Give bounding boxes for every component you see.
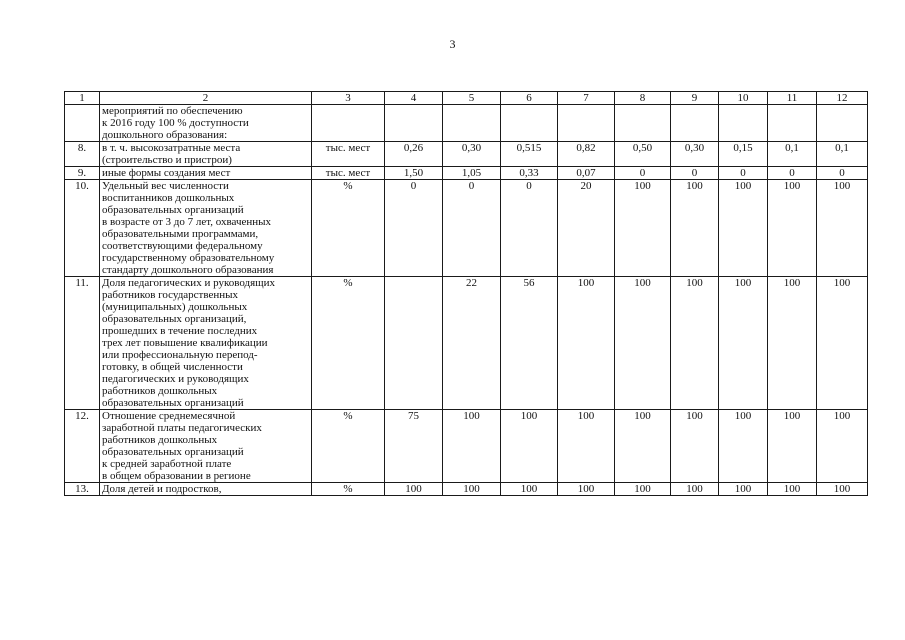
value-cell: 100 (671, 483, 719, 496)
value-cell: 0,33 (501, 167, 558, 180)
table-row (65, 180, 868, 277)
value-cell: 100 (768, 180, 817, 277)
table-row (65, 105, 868, 142)
value-cell: 100 (615, 410, 671, 483)
page-number: 3 (449, 37, 456, 51)
header-cell: 1 (65, 92, 100, 105)
value-cell (615, 105, 671, 142)
value-cell (768, 105, 817, 142)
value-cell: 100 (615, 483, 671, 496)
indicator-name-line: Удельный вес численности (102, 180, 229, 192)
indicator-name-line: работников дошкольных (102, 385, 218, 397)
indicator-name-line: Доля детей и подростков, (102, 483, 222, 495)
header-cell: 10 (719, 92, 768, 105)
table-row (65, 277, 868, 410)
indicator-name-line: работников дошкольных (102, 434, 218, 446)
unit-cell: % (312, 483, 385, 496)
table-row (65, 410, 868, 483)
value-cell: 100 (385, 483, 443, 496)
value-cell: 100 (817, 180, 868, 277)
value-cell: 100 (768, 277, 817, 410)
indicator-name-line: работников государственных (102, 289, 239, 301)
header-cell: 2 (100, 92, 312, 105)
unit-cell: % (312, 277, 385, 410)
indicator-name (100, 410, 312, 483)
indicator-name-line: мероприятий по обеспечению (102, 105, 243, 117)
value-cell: 100 (615, 180, 671, 277)
value-cell: 100 (501, 483, 558, 496)
unit-cell: % (312, 180, 385, 277)
value-cell: 100 (817, 277, 868, 410)
indicator-name-line: образовательных организаций (102, 397, 244, 409)
header-cell: 5 (443, 92, 501, 105)
value-cell: 100 (443, 410, 501, 483)
value-cell: 0,50 (615, 142, 671, 167)
value-cell (719, 105, 768, 142)
indicator-name-line: готовку, в общей численности (102, 361, 243, 373)
indicator-name-line: образовательных организаций (102, 204, 244, 216)
value-cell: 0,26 (385, 142, 443, 167)
table-row (65, 142, 868, 167)
indicator-name-line: образовательных организаций (102, 446, 244, 458)
value-cell: 100 (615, 277, 671, 410)
indicator-name-line: (строительство и пристрои) (102, 154, 232, 166)
indicator-name-line: государственному образовательному (102, 252, 275, 264)
unit-cell: тыс. мест (312, 142, 385, 167)
indicator-name-line: прошедших в течение последних (102, 325, 258, 337)
value-cell: 100 (719, 483, 768, 496)
indicator-name-line: заработной платы педагогических (102, 422, 262, 434)
value-cell: 100 (671, 277, 719, 410)
value-cell: 100 (671, 180, 719, 277)
value-cell (501, 105, 558, 142)
value-cell: 100 (443, 483, 501, 496)
indicator-name-line: образовательных организаций, (102, 313, 247, 325)
header-cell: 12 (817, 92, 868, 105)
header-cell: 3 (312, 92, 385, 105)
value-cell: 100 (501, 410, 558, 483)
indicator-name-line: иные формы создания мест (102, 167, 231, 179)
header-cell: 7 (558, 92, 615, 105)
indicator-name-line: стандарту дошкольного образования (102, 264, 274, 276)
value-cell: 1,05 (443, 167, 501, 180)
header-cell: 11 (768, 92, 817, 105)
value-cell: 0,15 (719, 142, 768, 167)
indicator-name (100, 277, 312, 410)
indicator-name-line: педагогических и руководящих (102, 373, 249, 385)
value-cell (817, 105, 868, 142)
table-body (65, 92, 868, 496)
header-row (65, 92, 868, 105)
value-cell: 100 (671, 410, 719, 483)
value-cell: 100 (817, 483, 868, 496)
indicator-name-line: дошкольного образования: (102, 129, 228, 141)
value-cell: 100 (558, 483, 615, 496)
indicator-name-line: в общем образовании в регионе (102, 470, 251, 482)
unit-cell: тыс. мест (312, 167, 385, 180)
row-number: 8. (65, 142, 100, 167)
value-cell: 100 (719, 277, 768, 410)
value-cell (671, 105, 719, 142)
indicator-name (100, 105, 312, 142)
value-cell: 100 (817, 410, 868, 483)
indicator-name-line: к средней заработной плате (102, 458, 232, 470)
header-cell: 9 (671, 92, 719, 105)
value-cell: 0,30 (671, 142, 719, 167)
value-cell (558, 105, 615, 142)
value-cell: 0,1 (768, 142, 817, 167)
row-number: 9. (65, 167, 100, 180)
unit-cell (312, 105, 385, 142)
indicator-name-line: Доля педагогических и руководящих (102, 277, 276, 289)
value-cell: 75 (385, 410, 443, 483)
value-cell: 0 (501, 180, 558, 277)
indicator-name-line: Отношение среднемесячной (102, 410, 236, 422)
value-cell: 100 (768, 410, 817, 483)
indicators-table (64, 91, 868, 496)
indicator-name (100, 483, 312, 496)
indicator-name-line: воспитанников дошкольных (102, 192, 235, 204)
value-cell: 100 (719, 180, 768, 277)
value-cell: 100 (719, 410, 768, 483)
row-number (65, 105, 100, 142)
value-cell: 0 (719, 167, 768, 180)
value-cell: 0,30 (443, 142, 501, 167)
indicator-name-line: соответствующими федеральному (102, 240, 263, 252)
indicator-name-line: образовательными программами, (102, 228, 259, 240)
indicator-name (100, 180, 312, 277)
value-cell: 0 (768, 167, 817, 180)
value-cell: 0 (817, 167, 868, 180)
value-cell: 0 (385, 180, 443, 277)
unit-cell: % (312, 410, 385, 483)
value-cell: 100 (558, 277, 615, 410)
indicator-name-line: в возрасте от 3 до 7 лет, охваченных (102, 216, 272, 228)
value-cell: 22 (443, 277, 501, 410)
header-cell: 6 (501, 92, 558, 105)
table-row (65, 483, 868, 496)
indicator-name (100, 167, 312, 180)
row-number: 10. (65, 180, 100, 277)
value-cell: 0 (671, 167, 719, 180)
indicator-name-line: (муниципальных) дошкольных (102, 301, 248, 313)
value-cell: 56 (501, 277, 558, 410)
value-cell: 1,50 (385, 167, 443, 180)
value-cell (443, 105, 501, 142)
value-cell: 0,515 (501, 142, 558, 167)
value-cell: 0,1 (817, 142, 868, 167)
table-row (65, 167, 868, 180)
header-cell: 8 (615, 92, 671, 105)
indicator-name (100, 142, 312, 167)
value-cell: 0 (443, 180, 501, 277)
indicator-name-line: в т. ч. высокозатратные места (102, 142, 241, 154)
value-cell: 0,07 (558, 167, 615, 180)
value-cell: 0 (615, 167, 671, 180)
row-number: 11. (65, 277, 100, 410)
value-cell: 20 (558, 180, 615, 277)
value-cell (385, 277, 443, 410)
row-number: 12. (65, 410, 100, 483)
header-cell: 4 (385, 92, 443, 105)
value-cell (385, 105, 443, 142)
value-cell: 0,82 (558, 142, 615, 167)
value-cell: 100 (558, 410, 615, 483)
indicator-name-line: трех лет повышение квалификации (102, 337, 268, 349)
value-cell: 100 (768, 483, 817, 496)
indicator-name-line: к 2016 году 100 % доступности (102, 117, 249, 129)
row-number: 13. (65, 483, 100, 496)
indicator-name-line: или профессиональную перепод- (102, 349, 258, 361)
